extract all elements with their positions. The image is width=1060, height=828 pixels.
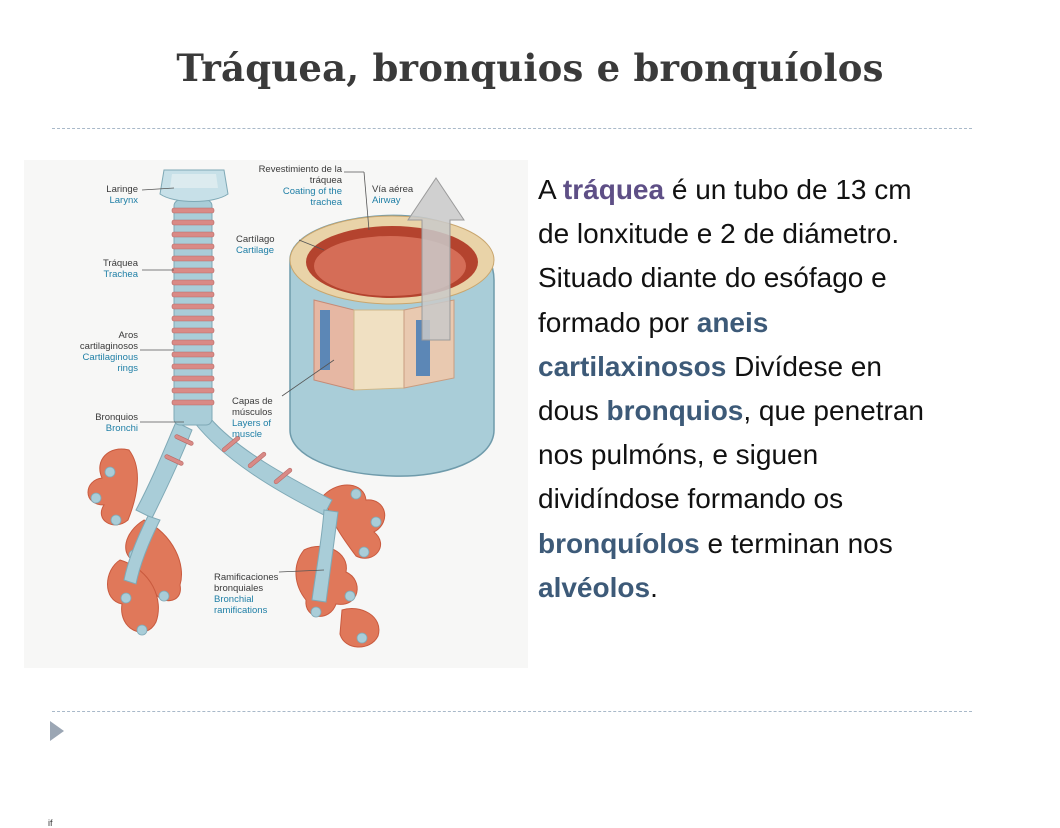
label-airway: Vía aérea Airway xyxy=(372,184,414,206)
slide-title: Tráquea, bronquios e bronquíolos xyxy=(176,46,884,90)
corner-mark: if xyxy=(48,818,53,828)
label-cartilage: Cartílago Cartilage xyxy=(236,234,275,256)
highlighted-term: aneis cartilaxinosos xyxy=(538,306,769,382)
triangle-bullet-icon xyxy=(50,721,64,741)
highlighted-term: alvéolos xyxy=(538,571,651,603)
left-bronchus xyxy=(136,422,192,518)
trachea-bronchi-illustration xyxy=(24,160,528,828)
label-bronchial-ramifications: Ramificaciones bronquiales Bronchial ramifications xyxy=(214,572,279,616)
trachea-description xyxy=(538,168,948,610)
paragraph-text: e terminan nos xyxy=(699,527,893,559)
label-cartilaginous-rings: Aros cartilaginosos Cartilaginous rings xyxy=(79,330,138,374)
label-larynx: Laringe Larynx xyxy=(106,184,138,206)
highlighted-term: bronquíolos xyxy=(538,527,700,559)
label-bronchi: Bronquios Bronchi xyxy=(95,412,138,434)
paragraph-text: A xyxy=(538,174,563,205)
top-divider xyxy=(52,128,972,129)
label-muscle-layers: Capas de músculos Layers of muscle xyxy=(232,396,273,440)
label-trachea: Tráquea Trachea xyxy=(102,258,138,280)
paragraph-text: , que penetran nos pulmóns, e siguen dividíndose formando os xyxy=(538,395,924,515)
label-coating: Revestimiento de la tráquea Coating of the trachea xyxy=(258,164,342,208)
paragraph-text: é un tubo de 13 cm de lonxitude e 2 de diámetro. Situado diante do esófago e formado por xyxy=(538,174,912,338)
highlighted-term: bronquios xyxy=(606,395,744,427)
paragraph-text: . xyxy=(650,571,658,603)
trachea-cross-section xyxy=(290,215,494,476)
bronchiole-branches xyxy=(88,449,385,647)
highlighted-term: tráquea xyxy=(562,174,665,205)
bottom-divider xyxy=(52,711,972,712)
paragraph-text: Divídese en dous xyxy=(538,350,882,427)
